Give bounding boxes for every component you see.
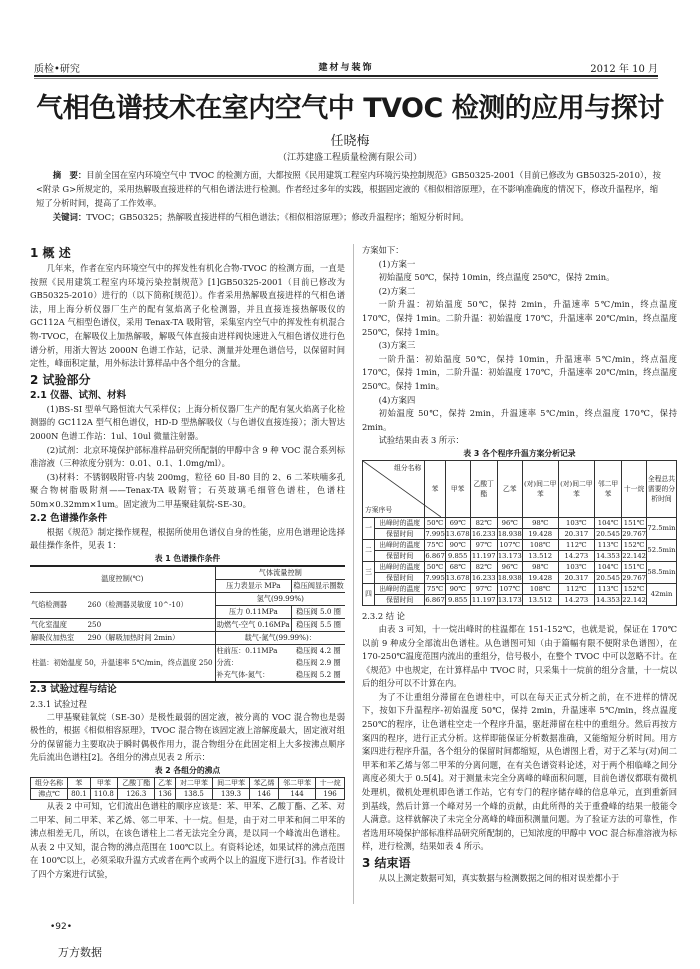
t2-boiling-point: 138.5 <box>175 789 212 800</box>
t3-temp-cell: 113℃ <box>594 583 621 594</box>
t3-temp-cell: 151℃ <box>622 561 647 572</box>
t3-temp-cell: 152℃ <box>622 583 647 594</box>
t1-header-gas: 气体流量控制 <box>215 566 345 580</box>
t3-retention-cell: 16.233 <box>471 573 496 582</box>
t3-row-retention <box>363 528 677 539</box>
t2-row-label: 沸点℃ <box>31 789 68 800</box>
paragraph: (3)材料：不锈钢吸附管-内装 200mg，粒径 60 目-80 目的 2、6 二苯呋喃多孔聚合物树脂吸附剂——Tenax-TA 吸附管；石英玻璃毛细管色谱柱，色谱柱 50m×0.32mm×1um。固定液为二甲基聚硅氧烷-SE-30。 <box>30 471 345 509</box>
t3-temp-cell: 50℃ <box>425 517 445 528</box>
t1-cell: 补充气体-氮气： <box>216 669 270 679</box>
t3-total-time: 42min <box>647 583 677 605</box>
plan-4-title: (4)方案四 <box>378 394 416 405</box>
t3-retention-cell: 16.233 <box>471 529 496 538</box>
t3-retention-cell: 14.273 <box>558 550 594 561</box>
t3-plan-label: 一 <box>363 517 375 539</box>
paragraph: (1)BS-SI 型单气路恒流大气采样仪；上海分析仪器厂生产的配有氢火焰离子化检测器的 GC112A 型气相色谱仪，HD-D 型热解吸仪（与色谱仪直接连接）；浙大智达 2000N 色谱工作站：1ul、10ul 微量注射器。 <box>30 403 345 441</box>
t1-cell: 载气-氮气(99.99%)： <box>215 631 345 644</box>
t1-cell: 压力 0.11MPa <box>215 605 292 618</box>
table-2 <box>30 777 345 800</box>
t3-retention-cell: 20.317 <box>558 572 594 583</box>
t3-temp-cell: 108℃ <box>522 583 558 594</box>
t3-temp-cell: 107℃ <box>497 539 522 550</box>
section-label: 质检•研究 <box>34 64 80 75</box>
t3-temp-cell: 96℃ <box>497 517 522 528</box>
abstract <box>36 168 664 210</box>
plan-2-title: (2)方案二 <box>378 285 416 296</box>
article-title: 气相色谱技术在室内空气中 TVOC 检测的应用与探讨 <box>36 93 664 124</box>
t3-row-label: 出峰时的温度 <box>375 583 425 594</box>
t3-temp-cell: 152℃ <box>622 539 647 550</box>
t3-row-temp <box>363 539 677 550</box>
paragraph: 试验结果由表 3 所示： <box>378 435 464 446</box>
keywords-label: 关键词： <box>52 212 87 222</box>
t3-temp-cell: 90℃ <box>445 583 470 594</box>
t1-cell: 稳压阀 4.2 圈 <box>295 645 341 655</box>
section-2-3-2-heading: 2.3.2 结 论 <box>362 610 405 621</box>
t1-cell: 260（检测器灵敏度 10^-10） <box>86 592 215 618</box>
t3-row-temp <box>363 561 677 572</box>
plan-2-text: 一阶升温：初始温度 50℃，保持 2min，升温速率 5℃/min，终点温度 170℃，保持 1min。二阶升温：初始温度 170℃，升温速率 20℃/min，终点温度 250℃，保持 1min。 <box>362 299 677 337</box>
keywords-text: TVOC；GB50325；热解吸直接进样的气相色谱法；《相似相溶原理》；修改升温程序；缩短分析时间。 <box>86 212 469 222</box>
paragraph: 从以上测定数据可知，真实数据与检测数据之间的相对误差都小于 <box>378 873 620 883</box>
t3-total-header: 全程总共需要的分析时间 <box>647 460 677 517</box>
left-column <box>30 244 345 882</box>
plan-4-text: 初始温度 50℃，保持 2min，升温速率 5℃/min，终点温度 170℃，保持 2min。 <box>362 408 677 432</box>
section-2-3-heading: 2.3 试验过程与结论 <box>30 683 117 695</box>
t3-retention-cell: 7.995 <box>425 573 445 582</box>
paragraph: 根据《规范》制定操作规程，根据所使用色谱仪自身的性能，应用色谱理论选择最佳操作条件，见表 1： <box>30 526 345 551</box>
t3-total-time: 52.5min <box>647 539 677 561</box>
t3-row-label: 出峰时的温度 <box>375 539 425 550</box>
t3-temp-cell: 112℃ <box>558 539 594 550</box>
t3-corner <box>363 460 425 517</box>
t3-row-label: 保留时间 <box>375 572 425 583</box>
t2-component: 间二甲苯 <box>212 778 249 789</box>
t3-retention-cell: 13.678 <box>445 529 470 538</box>
issue-date: 2012 年 10 月 <box>590 64 658 75</box>
t2-boiling-point: 136 <box>155 789 175 800</box>
t3-corner-bottom: 方案序号 <box>365 505 393 514</box>
keywords <box>36 210 664 224</box>
abstract-text: 目前全国在室内环境空气中 TVOC 的检测方面，大都按照《民用建筑工程室内环境污染控制规范》GB50325-2001（目前已修改为 GB50325-2010），按<附录 G>所规定的，采用热解吸直接进样的气相色谱法进行检测。作者经过多年的实践，根据固定液的《相似相溶原理》，在不影响准确度的情况下，修改升温程序，缩短了分析时间，提高了工作效率。 <box>36 170 661 208</box>
plan-1-text: 初始温度 50℃，保持 10min，终点温度 250℃，保持 2min。 <box>378 272 615 283</box>
t1-cell: 气化室温度 <box>30 618 86 631</box>
paragraph: 二甲基聚硅氧烷（SE-30）是极性最弱的固定液，被分离的 VOC 混合物也是弱极性的，根据《相似相容原理》，TVOC 混合物在该固定液上溶解度最大，固定液对组分的保留能力主要取决于瞬时偶极作用力，混合物组分在此固定相上大多按沸点顺序先后流出色谱柱[2]。各组分的沸点见表 2 所示： <box>30 711 345 763</box>
t3-component: (对)间二甲苯 <box>522 460 558 517</box>
t3-temp-cell: 82℃ <box>470 561 497 572</box>
t3-retention-cell: 20.545 <box>596 573 620 582</box>
t3-temp-cell: 107℃ <box>497 583 522 594</box>
t2-component: 苯乙烯 <box>250 778 279 789</box>
t3-retention-cell: 14.273 <box>558 594 594 605</box>
paragraph: (2)试剂：北京环境保护部标准样品研究所配制的甲醇中含 9 种 VOC 混合系列标准溶液（三种浓度分别为：0.01、0.1、1.0mg/ml）。 <box>30 444 345 469</box>
t3-plan-label: 二 <box>363 539 375 561</box>
table-1 <box>30 565 345 683</box>
t1-header-temp: 温度控制(℃) <box>30 566 215 593</box>
table-1-caption: 表 1 色谱操作条件 <box>154 553 221 563</box>
t3-temp-cell: 50℃ <box>425 561 445 572</box>
section-2-1-heading: 2.1 仪器、试剂、材料 <box>30 389 127 401</box>
t3-temp-cell: 113℃ <box>594 539 621 550</box>
t3-temp-cell: 103℃ <box>558 517 594 528</box>
t2-boiling-point: 110.8 <box>90 789 118 800</box>
running-header <box>34 60 658 76</box>
t3-retention-cell: 20.317 <box>558 528 594 539</box>
t3-plan-label: 三 <box>363 561 375 583</box>
t2-boiling-point: 126.3 <box>118 789 155 800</box>
t3-row-retention <box>363 550 677 561</box>
t3-temp-cell: 90℃ <box>445 539 470 550</box>
t3-component: 邻二甲苯 <box>594 460 621 517</box>
t3-retention-cell: 20.545 <box>596 529 620 538</box>
column-divider <box>353 244 354 904</box>
t3-retention-cell: 13.678 <box>445 573 470 582</box>
t1-cell: 稳压阀 2.9 圈 <box>295 657 341 667</box>
t3-plan-label: 四 <box>363 583 375 605</box>
abstract-block <box>36 168 664 224</box>
t3-row-label: 保留时间 <box>375 528 425 539</box>
t3-retention-cell: 13.512 <box>522 550 558 561</box>
t3-temp-cell: 75℃ <box>425 583 445 594</box>
t3-component: 甲苯 <box>445 460 470 517</box>
header-rule-thin <box>34 78 658 79</box>
right-column <box>362 244 677 886</box>
t3-temp-cell: 75℃ <box>425 539 445 550</box>
t3-retention-cell: 6.867 <box>425 595 445 604</box>
t3-retention-cell: 9.855 <box>445 550 470 561</box>
section-2-heading: 2 试验部分 <box>30 372 91 387</box>
t1-cell: 解吸仪加热室 <box>30 631 86 644</box>
watermark: 万方数据 <box>58 946 102 959</box>
t3-total-time: 58.5min <box>647 561 677 583</box>
t2-boiling-point: 144 <box>278 789 315 800</box>
section-1-heading: 1 概 述 <box>30 246 71 260</box>
t3-retention-cell: 7.995 <box>425 529 445 538</box>
t3-row-temp <box>363 583 677 594</box>
plan-3-text: 一阶升温：初始温度 50℃，保持 10min，升温速率 5℃/min，终点温度 170℃，保持 1min，二阶升温：初始温度 170℃，升温速率 20℃/min，终点温度 250℃。保持 1min。 <box>362 353 677 391</box>
t3-temp-cell: 98℃ <box>522 561 558 572</box>
t3-row-label: 保留时间 <box>375 594 425 605</box>
t2-component: 乙酸丁酯 <box>118 778 155 789</box>
t3-temp-cell: 108℃ <box>522 539 558 550</box>
t1-cell: 稳压阀 5.2 圈 <box>295 669 341 679</box>
t1-cell: 氢气(99.99%) <box>215 592 345 605</box>
paragraph: 几年来，作者在室内环境空气中的挥发性有机化合物-TVOC 的检测方面，一直是按照《民用建筑工程室内环境污染控制规范》[1]GB50325-2001（目前已修改为 GB50325-2010）进行的（以下简称[规范]）。作者采用热解吸直接进样的气相色谱法，用上海分析仪器厂生产的配有氢焰离子化检测器，并且直接连接热解吸仪的 GC112A 气相型色谱仪，采用 Tenax-TA 吸附管，采集室内空气中的挥发性有机混合物-TVOC，在解吸仪上加热解吸，解吸气体直接由进样阀快速进入气相色谱仪进行色谱分析，用浙大智达 2000N 色谱工作站，记录、测量并处理色谱信号，以保留时间定性，峰面积定量，用外标法计算样品中各个组分的含量。 <box>30 263 345 369</box>
t3-temp-cell: 96℃ <box>497 561 522 572</box>
t3-temp-cell: 151℃ <box>622 517 647 528</box>
t3-retention-cell: 13.173 <box>497 595 522 604</box>
t3-temp-cell: 97℃ <box>470 539 497 550</box>
plan-3-title: (3)方案三 <box>378 340 416 351</box>
t2-boiling-point: 196 <box>316 789 345 800</box>
t3-component: 乙苯 <box>497 460 522 517</box>
t3-component: 乙酸丁酯 <box>470 460 497 517</box>
t3-row-retention <box>363 594 677 605</box>
t1-header-pressure: 压力表显示 MPa <box>215 579 292 592</box>
t3-retention-cell: 14.353 <box>596 551 620 560</box>
author-name: 任晓梅 <box>330 134 370 149</box>
author-affiliation: （江苏建盛工程质量检测有限公司） <box>277 153 422 163</box>
section-2-3-1-heading: 2.3.1 试验过程 <box>30 698 87 709</box>
t3-retention-cell: 9.855 <box>445 594 470 605</box>
t2-component: 邻二甲苯 <box>278 778 315 789</box>
t2-boiling-point: 139.3 <box>212 789 249 800</box>
paragraph: 为了不让重组分滞留在色谱柱中，可以在每天正式分析之前，在不进样的情况下，按如下升温程序-初始温度 50℃，保持 2min，升温速率 5℃/min，终点温度 250℃的程序，让色谱柱空走一个程序升温，驱赶滞留在柱中的重组分。然后再按方案四的程序，进行正式分析。这样即能保证分析数据准确，又能缩短分析时间。用方案四进行程序升温，各个组分的保留时间都缩短，从色谱图上看，对于乙苯与(对)间二甲苯和苯乙烯与邻二甲苯的分离问题，在有关色谱资料论述，对于两个相临峰之间分离度必须大于 0.5[4]。对于测量未完全分离峰的峰面积问题，目前色谱仪都联有微机处理机，微机处理机即色谱工作站，它有专门的程序储存峰的信息单元，直到重新回到基线，然后计算一个峰对另一个峰的贡献，由此所得的关于重叠峰的结果一般能令人满意。这样就解决了未完全分离峰的峰面积测量问题。为了验证方法的可靠性，作者选用环境保护部标准样品研究所配制的，已知浓度的甲醇中 VOC 混合标准溶液为标样，进行检测，结果如表 4 所示。 <box>362 691 677 852</box>
t1-cell: 稳压阀 5.5 圈 <box>292 618 345 631</box>
table-3 <box>362 460 677 606</box>
t3-row-label: 出峰时的温度 <box>375 561 425 572</box>
t1-cell: 柱前压：0.11MPa <box>216 645 278 655</box>
t3-retention-cell: 13.173 <box>497 551 522 560</box>
t3-row-label: 保留时间 <box>375 550 425 561</box>
t3-row-retention <box>363 572 677 583</box>
t3-retention-cell: 19.428 <box>522 572 558 583</box>
t3-temp-cell: 112℃ <box>558 583 594 594</box>
t3-retention-cell: 22.142 <box>622 551 646 560</box>
t3-component: 十一烷 <box>622 460 647 517</box>
t3-retention-cell: 29.767 <box>622 573 646 582</box>
t2-boiling-point: 146 <box>250 789 279 800</box>
page-number: •92• <box>50 922 73 932</box>
t1-cell: 250 <box>86 618 215 631</box>
header-rule <box>34 75 658 77</box>
t3-temp-cell: 68℃ <box>445 561 470 572</box>
t3-retention-cell: 11.197 <box>471 595 496 604</box>
section-3-heading: 3 结束语 <box>362 856 411 870</box>
t2-header-label: 组分名称 <box>31 778 68 789</box>
plan-1-title: (1)方案一 <box>378 258 416 269</box>
t2-component: 甲苯 <box>90 778 118 789</box>
section-2-2-heading: 2.2 色谱操作条件 <box>30 512 108 524</box>
t3-total-time: 72.5min <box>647 517 677 539</box>
t1-cell: 助燃气-空气 0.16MPa <box>215 618 292 631</box>
t2-component: 十一烷 <box>316 778 345 789</box>
t2-component: 乙苯 <box>155 778 175 789</box>
journal-name: 建材与装饰 <box>318 63 374 73</box>
t3-retention-cell: 11.197 <box>471 551 496 560</box>
t2-component: 苯 <box>68 778 90 789</box>
t1-cell: 290（解吸加热时间 2min） <box>86 631 215 644</box>
t3-component: 苯 <box>425 460 445 517</box>
t2-component: 对二甲苯 <box>175 778 212 789</box>
t1-header-valve: 稳压阀显示圈数 <box>292 579 345 592</box>
t3-temp-cell: 82℃ <box>470 517 497 528</box>
table-2-caption: 表 2 各组分的沸点 <box>154 766 221 776</box>
table-3-caption: 表 3 各个程序升温方案分析记录 <box>463 448 576 458</box>
abstract-label: 摘 要： <box>52 170 87 180</box>
t3-component: (对)间二甲苯 <box>558 460 594 517</box>
t1-cell: 气焰检测器 <box>30 592 86 618</box>
paragraph: 方案如下： <box>362 245 404 255</box>
t3-row-temp <box>363 517 677 528</box>
paragraph: 从表 2 中可知，它们流出色谱柱的顺序应该是：苯、甲苯、乙酸丁酯、乙苯、对二甲苯、间二甲苯、苯乙烯、邻二甲苯、十一烷。但是，由于对二甲苯和间二甲苯的沸点相差无几，所以，在该色谱柱上二者无法完全分离，是以同一个峰流出色谱柱。从表 2 中又知，混合物的沸点范围在 100℃以上。有资料论述，如果试样的沸点范围在 100℃以上，必须采取升温方式或者在两个或两个以上的温度下进行[3]。作者设计了四个方案进行试验， <box>30 801 345 880</box>
t3-retention-cell: 6.867 <box>425 551 445 560</box>
t2-boiling-point: 80.1 <box>68 789 90 800</box>
t3-corner-top: 组分名称 <box>394 463 422 472</box>
t3-retention-cell: 22.142 <box>622 595 646 604</box>
t3-retention-cell: 29.767 <box>622 529 646 538</box>
t3-temp-cell: 103℃ <box>558 561 594 572</box>
t3-retention-cell: 14.353 <box>596 595 620 604</box>
paragraph: 由表 3 可知，十一烷出峰时的柱温都在 151-152℃，也就是说，保证在 170℃以前 9 种成分全部流出色谱柱。从色谱图可知（由于篇幅有限不便附录色谱图），在 170-250℃温度范围内流出的重组分，信号极小，在整个 TVOC 中可以忽略不计。在《规范》中也规定，在计算样品中 TVOC 时，只采集十一烷前的组分含量，十一烷以后的组分可以不计算在内。 <box>362 623 677 689</box>
t1-cell: 分流： <box>216 657 239 667</box>
t3-row-label: 出峰时的温度 <box>375 517 425 528</box>
t1-cell: 稳压阀 5.0 圈 <box>292 605 345 618</box>
t3-temp-cell: 98℃ <box>522 517 558 528</box>
t3-temp-cell: 97℃ <box>470 583 497 594</box>
t1-cell: 柱温：初始温度 50，升温速率 5℃/min，终点温度 250 <box>30 644 215 682</box>
t3-retention-cell: 13.512 <box>522 594 558 605</box>
t3-temp-cell: 104℃ <box>594 517 621 528</box>
t3-temp-cell: 69℃ <box>445 517 470 528</box>
t3-retention-cell: 18.938 <box>497 529 522 538</box>
t3-retention-cell: 18.938 <box>497 573 522 582</box>
t3-retention-cell: 19.428 <box>522 528 558 539</box>
t3-temp-cell: 104℃ <box>594 561 621 572</box>
